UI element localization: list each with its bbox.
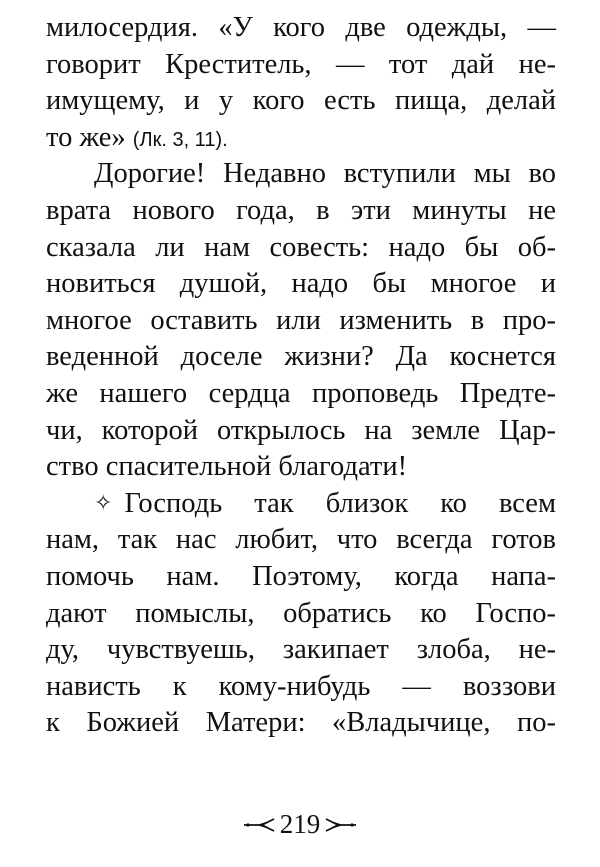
paragraph-3 <box>46 486 556 742</box>
text-line: чи, которой открылось на земле Цар- <box>46 414 556 446</box>
text-line: новиться душой, надо бы многое и <box>46 268 556 300</box>
page-body-text <box>46 10 556 742</box>
paragraph-1 <box>46 10 556 156</box>
text-line: Дорогие! Недавно вступили мы во <box>94 158 556 190</box>
text-line: нависть к кому-нибудь — воззови <box>46 670 556 702</box>
text-line: нам, так нас любит, что всегда готов <box>46 524 556 556</box>
scripture-reference: (Лк. 3, 11). <box>132 128 228 151</box>
text-line: веденной доселе жизни? Да коснется <box>46 341 556 373</box>
text-line <box>46 486 556 523</box>
text-line: дают помыслы, обратись ко Госпо- <box>46 597 556 629</box>
text-line: имущему, и у кого есть пища, делай <box>46 85 556 117</box>
ornament-left-icon <box>242 817 276 833</box>
text-line: ство спасительной благодати! <box>46 451 408 483</box>
text-line: сказала ли нам совесть: надо бы об- <box>46 231 556 263</box>
page-footer <box>0 806 600 842</box>
text-line <box>46 120 556 157</box>
text-line-content: Господь так близок ко всем <box>124 487 556 519</box>
text-line: ду, чувствуешь, закипает злоба, не- <box>46 634 556 666</box>
text-line: же нашего сердца проповедь Предте- <box>46 377 556 409</box>
text-line: к Божией Матери: «Владычице, по- <box>46 707 556 739</box>
text-line: милосердия. «У кого две одежды, — <box>46 12 556 43</box>
text-line: многое оставить или изменить в про- <box>46 304 556 336</box>
text-line: помочь нам. Поэтому, когда напа- <box>46 560 556 592</box>
quote-end: то же» <box>46 121 126 153</box>
page-number: 219 <box>279 809 321 839</box>
paragraph-2 <box>46 156 556 485</box>
four-pointed-star-icon: ✧ <box>94 490 113 516</box>
text-line: говорит Креститель, — тот дай не- <box>46 48 556 80</box>
text-line: врата нового года, в эти минуты не <box>46 194 556 226</box>
ornament-right-icon <box>324 817 358 833</box>
